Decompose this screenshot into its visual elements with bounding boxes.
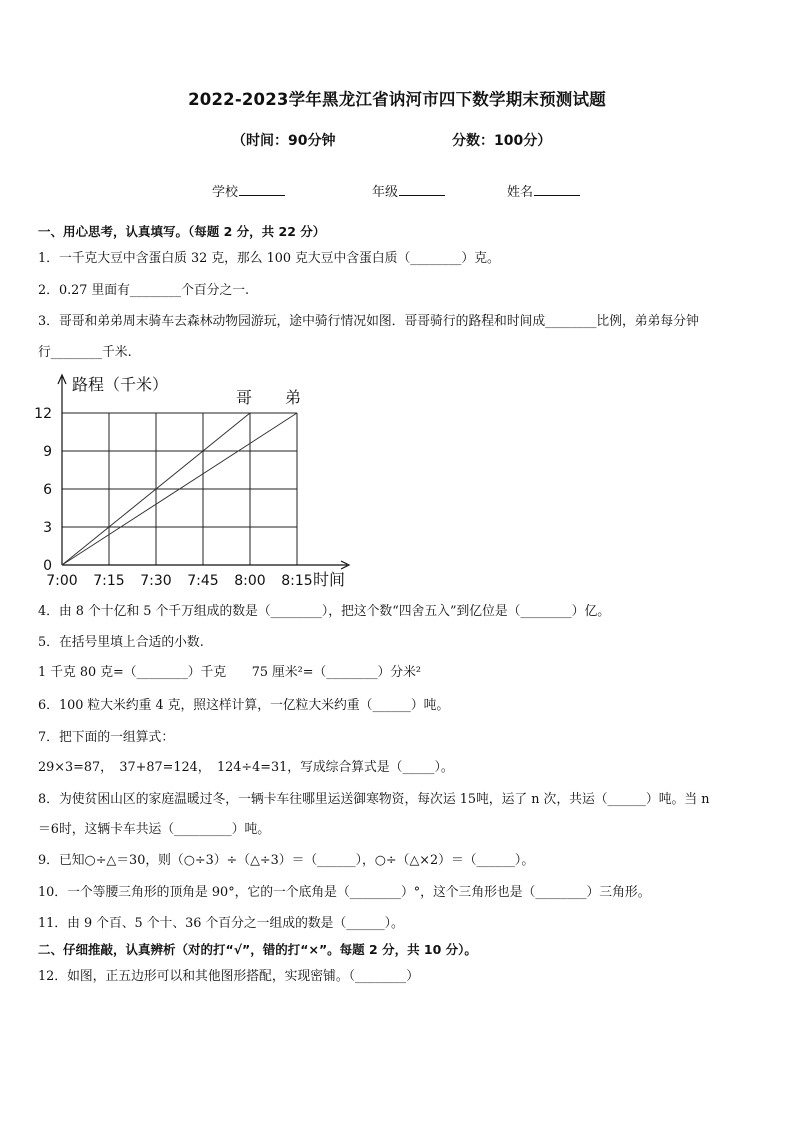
question-5: 5．在括号里填上合适的小数. xyxy=(38,635,204,650)
x-axis-label: 时间 xyxy=(313,570,346,589)
question-9: 9．已知○÷△＝30，则（○÷3）÷（△÷3）＝（______），○÷（△×2）＝（______）。 xyxy=(38,853,535,868)
question-10: 10．一个等腰三角形的顶角是 90°，它的一个底角是（________）°，这个三角形也是（________）三角形。 xyxy=(38,885,651,900)
question-6: 6．100 粒大米约重 4 克，照这样计算，一亿粒大米约重（______）吨。 xyxy=(38,698,450,713)
question-2: 2．0.27 里面有________个百分之一. xyxy=(38,283,250,298)
chart-svg xyxy=(30,370,375,595)
name-blank[interactable] xyxy=(534,183,580,196)
question-3-line-1: 3．哥哥和弟弟周末骑车去森林动物园游玩，途中骑行情况如图．哥哥骑行的路程和时间成________比例，弟弟每分钟 xyxy=(38,314,699,329)
grade-label: 年级 xyxy=(372,185,399,200)
x-tick-label: 7:15 xyxy=(93,573,125,589)
question-8-line-2: ＝6时，这辆卡车共运（_________）吨。 xyxy=(38,822,271,837)
exam-score: 分数：100分） xyxy=(452,133,552,149)
x-tick-label: 8:00 xyxy=(234,573,266,589)
grade-field[interactable] xyxy=(372,181,445,200)
x-tick-label: 7:45 xyxy=(187,573,219,589)
question-3-line-2: 行________千米. xyxy=(38,345,132,360)
question-1: 1．一千克大豆中含蛋白质 32 克，那么 100 克大豆中含蛋白质（________）克。 xyxy=(38,251,500,266)
school-label: 学校 xyxy=(212,185,239,200)
section-1-heading: 一、用心思考，认真填写。（每题 2 分，共 22 分） xyxy=(38,224,326,239)
grade-blank[interactable] xyxy=(399,183,445,196)
section-2-heading: 二、仔细推敲，认真辨析（对的打“√”，错的打“×”。每题 2 分，共 10 分）。 xyxy=(38,942,477,957)
school-field[interactable] xyxy=(212,181,285,200)
series-name-label: 哥 xyxy=(235,388,253,407)
name-field[interactable] xyxy=(507,181,580,200)
exam-time: （时间：90分钟 xyxy=(232,133,336,149)
y-tick-label: 6 xyxy=(43,482,52,498)
question-7: 7．把下面的一组算式： xyxy=(38,730,175,745)
y-axis-label: 路程（千米） xyxy=(72,375,169,394)
x-tick-label: 8:15 xyxy=(281,573,313,589)
x-tick-label: 7:30 xyxy=(140,573,172,589)
school-blank[interactable] xyxy=(239,183,285,196)
y-tick-label: 12 xyxy=(34,406,52,422)
question-12: 12．如图，正五边形可以和其他图形搭配，实现密铺。（________） xyxy=(38,969,419,984)
question-7-items: 29×3=87， 37+87=124， 124÷4=31，写成综合算式是（_____）。 xyxy=(38,760,454,775)
question-4: 4．由 8 个十亿和 5 个千万组成的数是（________），把这个数“四舍五入”到亿位是（________）亿。 xyxy=(38,604,611,619)
series-name-label: 弟 xyxy=(284,388,302,407)
x-tick-label: 7:00 xyxy=(46,573,78,589)
question-11: 11．由 9 个百、5 个十、36 个百分之一组成的数是（______）。 xyxy=(38,916,404,931)
question-5-items: 1 千克 80 克=（________）千克 75 厘米²=（________）分米² xyxy=(38,665,422,680)
page-title: 2022-2023学年黑龙江省讷河市四下数学期末预测试题 xyxy=(188,90,606,109)
y-tick-label: 0 xyxy=(43,558,52,574)
name-label: 姓名 xyxy=(507,185,534,200)
question-8-line-1: 8．为使贫困山区的家庭温暖过冬，一辆卡车往哪里运送御寒物资，每次运 15吨，运了 n 次，共运（______）吨。当 n xyxy=(38,792,710,807)
y-tick-label: 9 xyxy=(43,444,52,460)
y-tick-label: 3 xyxy=(43,520,52,536)
distance-time-chart xyxy=(30,370,375,595)
